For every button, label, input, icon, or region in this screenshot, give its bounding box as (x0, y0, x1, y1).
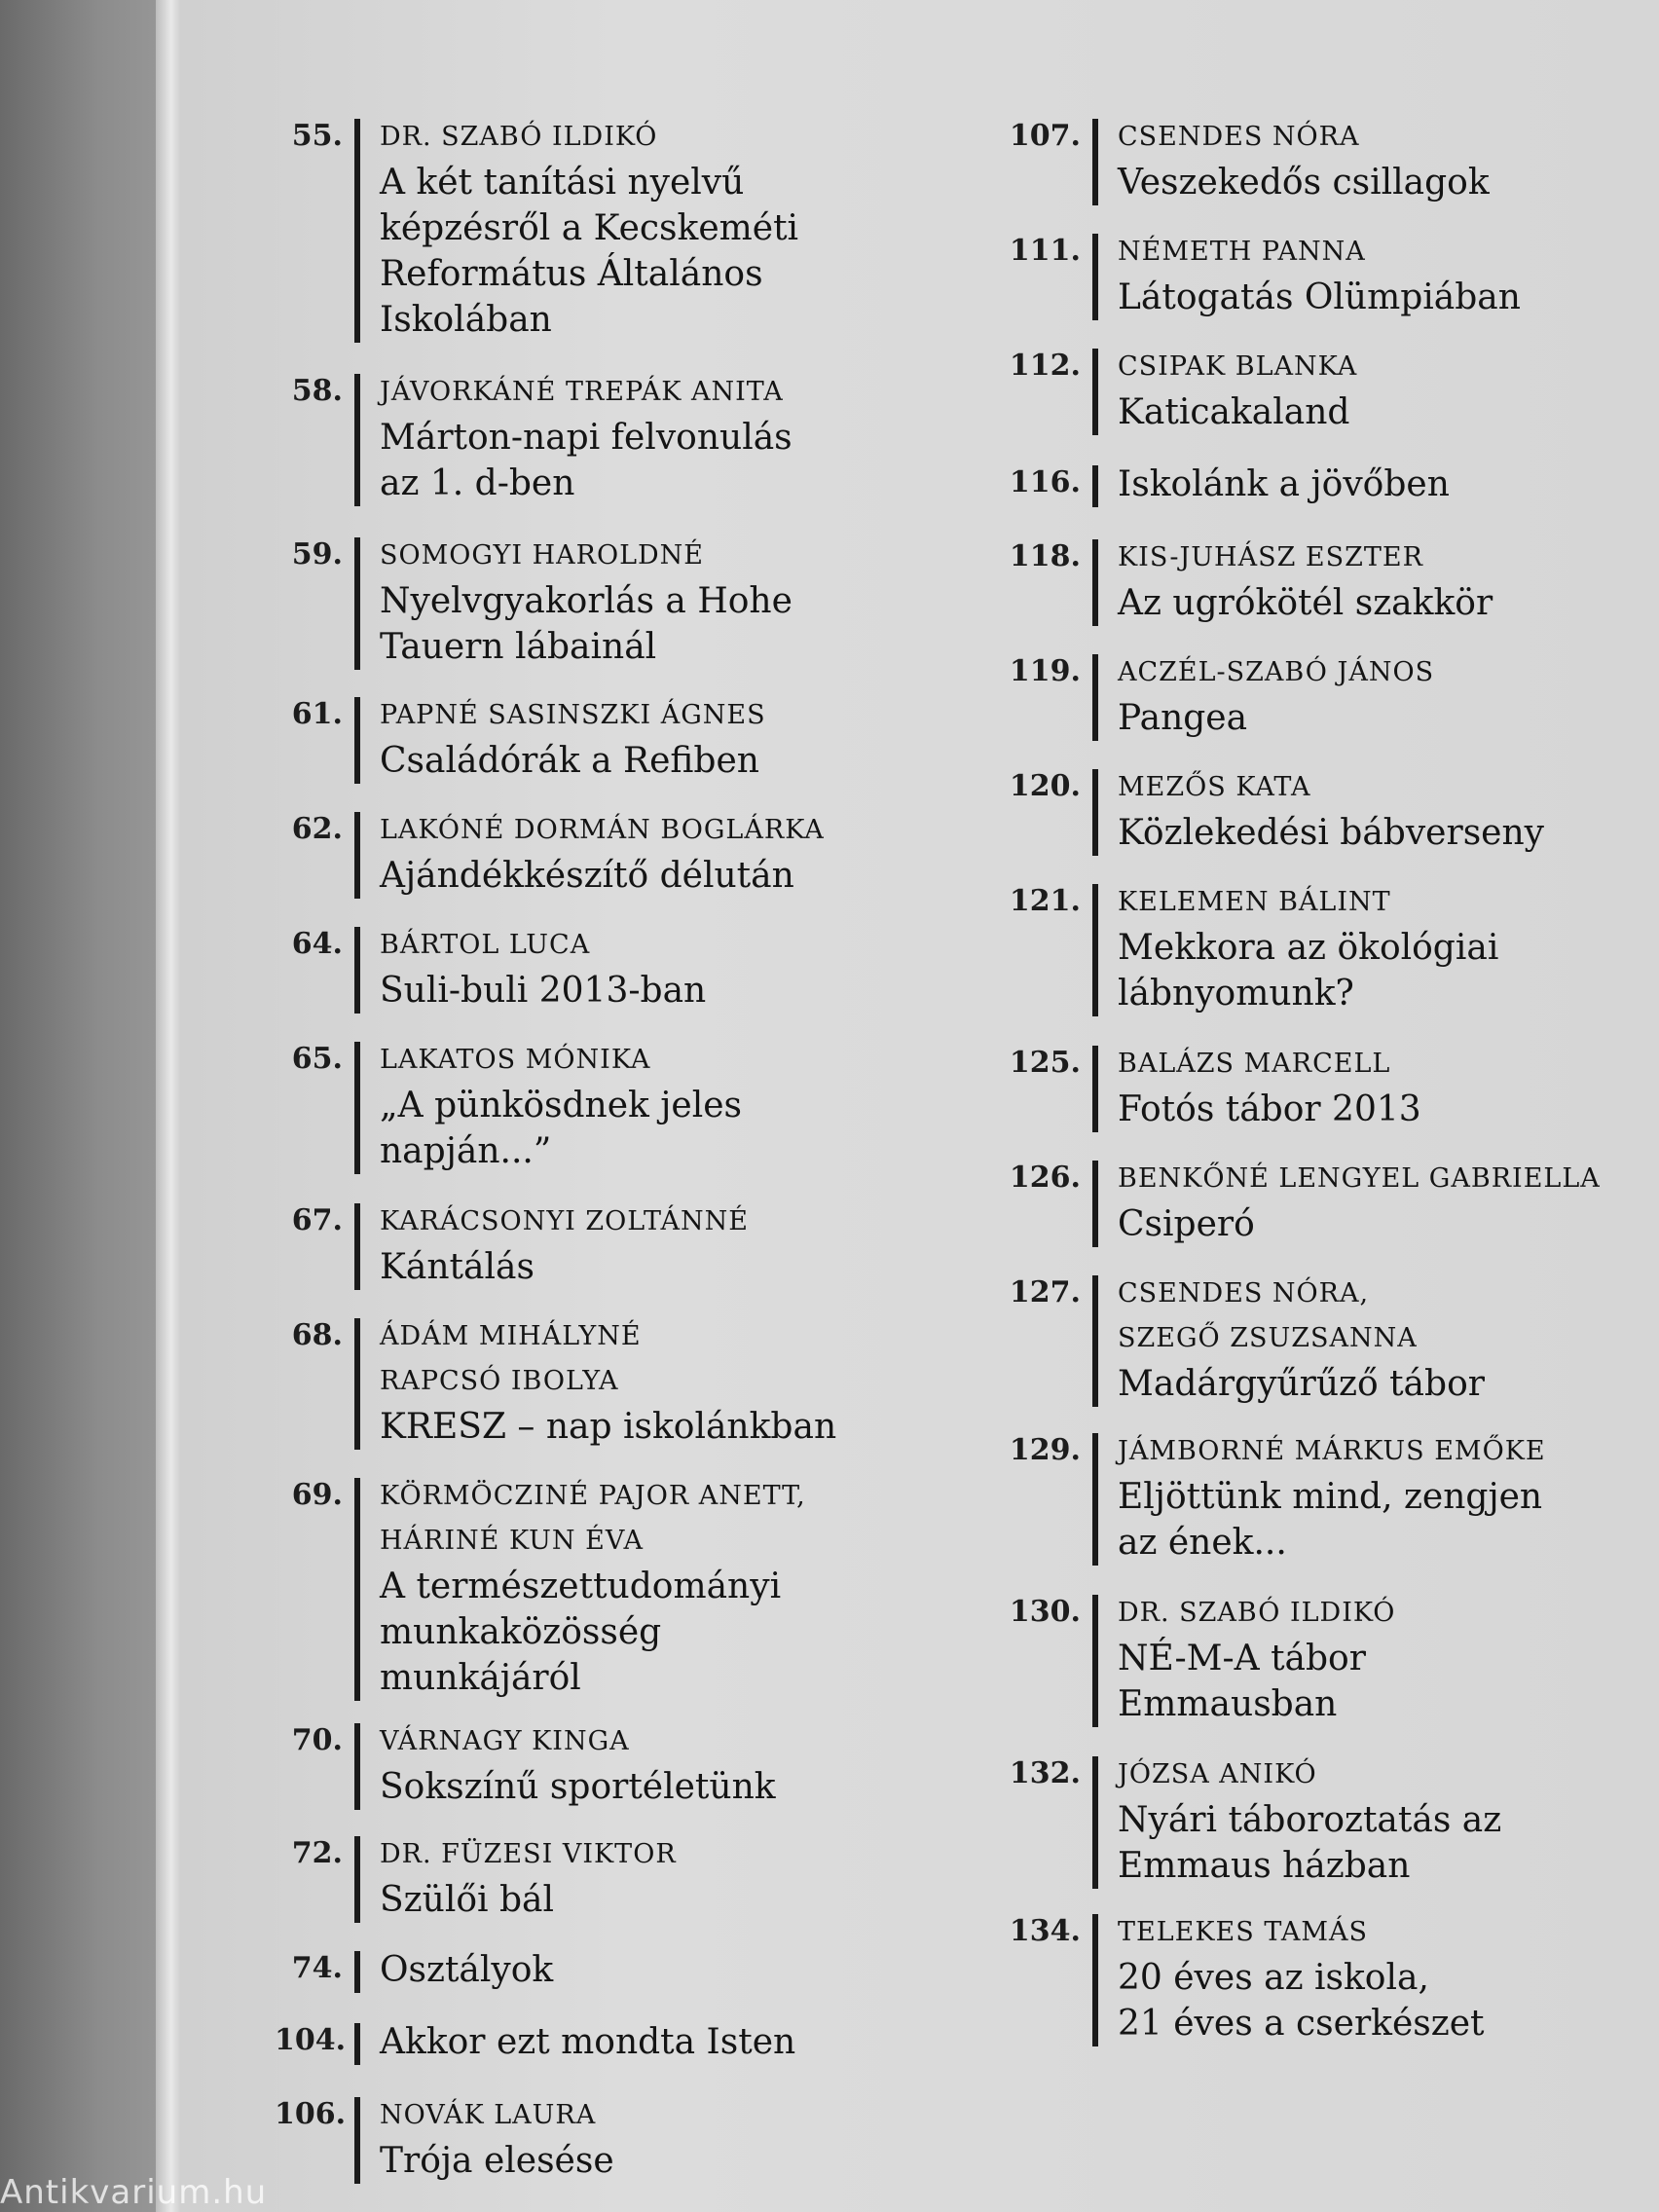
toc-entry (979, 115, 1490, 205)
entry-body (360, 693, 766, 784)
toc-entry (979, 650, 1434, 741)
entry-body (1098, 115, 1490, 205)
toc-entry (275, 1947, 553, 1993)
toc-entry (979, 1752, 1501, 1889)
page-number: 126. (1009, 1161, 1081, 1195)
entry-author: SOMOGYI HAROLDNÉ (380, 540, 704, 571)
entry-author: JÁMBORNÉ MÁRKUS EMŐKE (1118, 1436, 1546, 1466)
entry-body (1098, 1157, 1601, 1247)
entry-title: Mekkora az ökológiai lábnyomunk? (1118, 928, 1499, 1014)
entry-title: Trója elesése (380, 2141, 614, 2181)
toc-entry (275, 1038, 742, 1174)
page-number: 125. (1009, 1046, 1081, 1080)
entry-author: MEZŐS KATA (1118, 772, 1311, 802)
entry-author: DR. SZABÓ ILDIKÓ (380, 122, 658, 152)
page-number: 67. (291, 1203, 343, 1237)
entry-author: NOVÁK LAURA (380, 2100, 597, 2130)
page-number: 111. (1009, 234, 1081, 268)
page-number: 61. (291, 697, 343, 731)
toc-entry (979, 345, 1357, 435)
toc-entry (275, 1474, 806, 1701)
toc-entry (979, 230, 1521, 320)
toc-entry (979, 1910, 1485, 2046)
toc-entry (275, 1314, 836, 1450)
entry-author: LAKATOS MÓNIKA (380, 1045, 651, 1075)
entry-title: Szülői bál (380, 1880, 554, 1920)
entry-title: Látogatás Olümpiában (1118, 277, 1521, 317)
entry-body (1098, 1429, 1546, 1566)
toc-entry (979, 880, 1498, 1016)
entry-body (360, 1199, 749, 1290)
entry-body (360, 1719, 776, 1810)
entry-title: NÉ-M-A tábor Emmausban (1118, 1639, 1366, 1724)
entry-body (1098, 880, 1498, 1016)
entry-title: Fotós tábor 2013 (1118, 1089, 1421, 1129)
page-number: 65. (291, 1042, 343, 1076)
toc-entry (979, 461, 1450, 507)
page-number: 68. (291, 1318, 343, 1352)
entry-author: KÖRMÖCZINÉ PAJOR ANETT, HÁRINÉ KUN ÉVA (380, 1481, 806, 1556)
entry-author: PAPNÉ SASINSZKI ÁGNES (380, 700, 766, 730)
toc-entry (979, 1157, 1601, 1247)
page-number: 112. (1009, 349, 1081, 383)
page-number: 72. (291, 1836, 343, 1870)
background-wood (0, 0, 180, 2212)
toc-entry (979, 1272, 1485, 1407)
page-number: 120. (1009, 769, 1081, 803)
toc-entry (979, 1591, 1395, 1727)
entry-author: BÁRTOL LUCA (380, 930, 591, 960)
entry-author: BENKŐNÉ LENGYEL GABRIELLA (1118, 1163, 1601, 1194)
page-number: 129. (1009, 1433, 1081, 1467)
entry-author: JÓZSA ANIKÓ (1118, 1759, 1317, 1789)
page-number: 132. (1009, 1756, 1081, 1790)
toc-entry (979, 765, 1544, 856)
page-number: 74. (291, 1951, 343, 1985)
page-number: 134. (1009, 1914, 1081, 1948)
entry-title: Márton-napi felvonulás az 1. d-ben (380, 418, 793, 503)
entry-body (360, 1474, 806, 1701)
entry-body (360, 370, 793, 506)
entry-author: DR. FÜZESI VIKTOR (380, 1839, 677, 1869)
entry-author: KIS-JUHÁSZ ESZTER (1118, 542, 1423, 572)
entry-body (360, 534, 793, 670)
page-number: 119. (1009, 654, 1081, 688)
entry-author: TELEKES TAMÁS (1118, 1917, 1368, 1947)
entry-author: ACZÉL-SZABÓ JÁNOS (1118, 657, 1435, 687)
entry-body (1098, 461, 1450, 507)
entry-author: DR. SZABÓ ILDIKÓ (1118, 1598, 1396, 1628)
entry-body (360, 923, 706, 1014)
toc-entry (275, 1199, 749, 1290)
entry-title: Veszekedős csillagok (1118, 163, 1490, 203)
entry-title: A természettudományi munkaközösség munkájáról (380, 1567, 782, 1698)
toc-entry (275, 2019, 795, 2065)
toc-entry (275, 534, 793, 670)
entry-body (360, 2019, 795, 2065)
entry-body (360, 2093, 614, 2184)
entry-body (1098, 1910, 1485, 2046)
entry-author: VÁRNAGY KINGA (380, 1726, 630, 1756)
toc-entry (275, 1832, 677, 1923)
page-number: 106. (275, 2097, 347, 2131)
entry-title: Eljöttünk mind, zengjen az ének... (1118, 1477, 1543, 1563)
entry-title: Csiperó (1118, 1204, 1255, 1244)
toc-entry (979, 1042, 1421, 1132)
entry-body (1098, 1591, 1395, 1727)
page-edge (156, 0, 181, 2212)
entry-author: ÁDÁM MIHÁLYNÉ RAPCSÓ IBOLYA (380, 1321, 642, 1396)
entry-author: JÁVORKÁNÉ TREPÁK ANITA (380, 377, 784, 407)
entry-body (360, 115, 798, 343)
entry-title: Suli-buli 2013-ban (380, 971, 707, 1011)
entry-author: LAKÓNÉ DORMÁN BOGLÁRKA (380, 815, 825, 845)
entry-body (360, 1038, 742, 1174)
page-number: 55. (291, 119, 343, 153)
page-number: 121. (1009, 884, 1081, 918)
entry-body (1098, 1272, 1485, 1407)
page-number: 70. (291, 1723, 343, 1757)
entry-body (1098, 535, 1493, 626)
entry-title: Sokszínű sportéletünk (380, 1767, 776, 1807)
page-number: 59. (291, 537, 343, 571)
entry-body (360, 1832, 677, 1923)
entry-author: NÉMETH PANNA (1118, 237, 1366, 267)
entry-title: Nyelvgyakorlás a Hohe Tauern lábainál (380, 581, 793, 667)
page-number: 104. (275, 2023, 347, 2057)
toc-entry (275, 693, 766, 784)
page-number: 127. (1009, 1275, 1081, 1309)
toc-entry (979, 1429, 1546, 1566)
page-number: 58. (291, 374, 343, 408)
entry-body (1098, 230, 1521, 320)
entry-title: Katicakaland (1118, 392, 1350, 432)
page-number: 118. (1009, 539, 1081, 573)
entry-body (360, 1314, 836, 1450)
entry-body (1098, 345, 1357, 435)
entry-author: CSIPAK BLANKA (1118, 351, 1358, 382)
page-number: 62. (291, 812, 343, 846)
toc-entry (979, 535, 1493, 626)
entry-body (1098, 1752, 1501, 1889)
entry-author: KARÁCSONYI ZOLTÁNNÉ (380, 1206, 750, 1236)
toc-page (181, 0, 1659, 2212)
page-number: 130. (1009, 1595, 1081, 1629)
entry-title: Nyári táboroztatás az Emmaus házban (1118, 1800, 1502, 1886)
entry-title: A két tanítási nyelvű képzésről a Kecskeméti Református Általános Iskolában (380, 163, 799, 340)
toc-entry (275, 370, 793, 506)
toc-entry (275, 808, 825, 899)
entry-title: Madárgyűrűző tábor (1118, 1364, 1485, 1404)
page-number: 116. (1009, 465, 1081, 499)
entry-title: Pangea (1118, 698, 1248, 738)
entry-title: Ajándékkészítő délután (380, 856, 794, 896)
toc-entry (275, 1719, 776, 1810)
entry-title: Kántálás (380, 1247, 535, 1287)
entry-body (1098, 1042, 1421, 1132)
toc-entry (275, 923, 706, 1014)
entry-body (1098, 765, 1544, 856)
entry-title: Közlekedési bábverseny (1118, 813, 1544, 853)
entry-title: „A pünkösdnek jeles napján...” (380, 1086, 743, 1171)
toc-entry (275, 2093, 614, 2184)
entry-title: Akkor ezt mondta Isten (380, 2022, 796, 2062)
page-number: 69. (291, 1478, 343, 1512)
entry-title: Osztályok (380, 1950, 554, 1990)
entry-title: Az ugrókötél szakkör (1118, 583, 1493, 623)
entry-body (360, 1947, 553, 1993)
page-number: 107. (1009, 119, 1081, 153)
entry-author: CSENDES NÓRA, SZEGŐ ZSUZSANNA (1118, 1278, 1418, 1353)
watermark: Antikvarium.hu (0, 2173, 268, 2212)
entry-author: CSENDES NÓRA (1118, 122, 1360, 152)
entry-author: KELEMEN BÁLINT (1118, 887, 1391, 917)
entry-title: Iskolánk a jövőben (1118, 464, 1450, 504)
entry-body (360, 808, 825, 899)
entry-author: BALÁZS MARCELL (1118, 1049, 1391, 1079)
entry-title: 20 éves az iskola, 21 éves a cserkészet (1118, 1958, 1485, 2044)
entry-body (1098, 650, 1434, 741)
toc-entry (275, 115, 798, 343)
entry-title: Családórák a Refiben (380, 741, 759, 781)
page-number: 64. (291, 927, 343, 961)
entry-title: KRESZ – nap iskolánkban (380, 1407, 837, 1447)
